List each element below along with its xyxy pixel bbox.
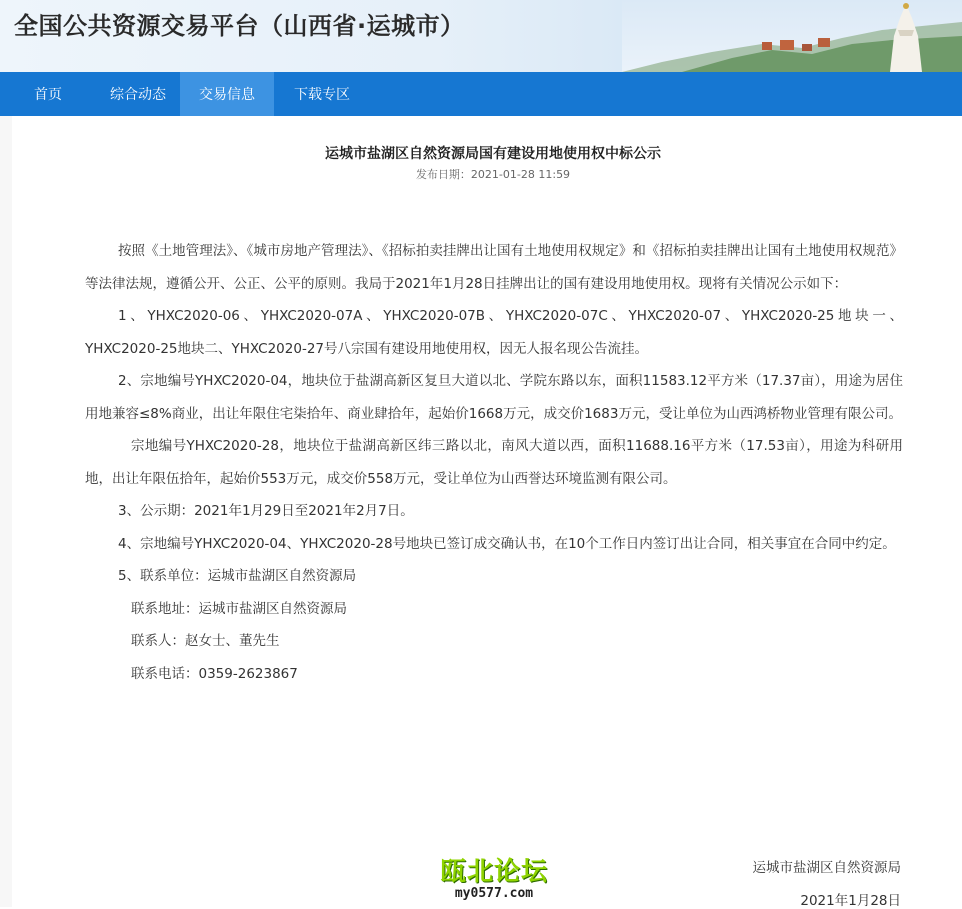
paragraph-item-3: 3、公示期：2021年1月29日至2021年2月7日。 bbox=[118, 503, 414, 519]
watermark-url: my0577.com bbox=[454, 886, 534, 901]
article-date: 发布日期：2021-01-28 11:59 bbox=[415, 168, 571, 181]
paragraph-intro: 按照《土地管理法》、《城市房地产管理法》、《招标拍卖挂牌出让国有土地使用权规定》和《招标拍卖挂牌出让国有土地使用权规范》等法律法规，遵循公开、公正、公平的原则。我局于2021年1月28日挂牌出让的国有建设用地使用权。现将有关情况公示如下： bbox=[85, 243, 903, 292]
nav-item-trade-info[interactable]: 交易信息 bbox=[180, 72, 274, 116]
forum-watermark bbox=[438, 859, 550, 900]
contact-phone: 联系电话：0359-2623867 bbox=[131, 665, 298, 682]
signature-org: 运城市盐湖区自然资源局 bbox=[752, 860, 901, 876]
paragraph-item-5: 5、联系单位：运城市盐湖区自然资源局 bbox=[118, 568, 357, 584]
contact-address: 联系地址：运城市盐湖区自然资源局 bbox=[131, 600, 347, 617]
signature-date: 2021年1月28日 bbox=[800, 893, 901, 909]
paragraph-item-2b: 宗地编号YHXC2020-28，地块位于盐湖高新区纬三路以北，南风大道以西，面积11688.16平方米（17.53亩），用途为科研用地，出让年限伍拾年，起始价553万元，成交价558万元，受让单位为山西誉达环境监测有限公司。 bbox=[85, 438, 903, 487]
scenery-illustration bbox=[622, 0, 962, 72]
nav-item-news[interactable]: 综合动态 bbox=[110, 87, 166, 103]
contact-person: 联系人：赵女士、董先生 bbox=[131, 633, 280, 649]
site-title: 全国公共资源交易平台（山西省·运城市） bbox=[14, 12, 465, 40]
site-banner bbox=[0, 0, 962, 72]
paragraph-item-2: 2、宗地编号YHXC2020-04，地块位于盐湖高新区复旦大道以北、学院东路以东，面积11583.12平方米（17.37亩），用途为居住用地兼容≤8%商业，出让年限住宅柒拾年、商业肆拾年，起始价1668万元，成交价1683万元，受让单位为山西鸿桥物业管理有限公司。 bbox=[85, 373, 903, 422]
article-title: 运城市盐湖区自然资源局国有建设用地使用权中标公示 bbox=[325, 146, 661, 162]
nav-item-home[interactable]: 首页 bbox=[34, 87, 62, 103]
main-nav bbox=[0, 72, 962, 116]
paragraph-item-1: 1、YHXC2020-06、YHXC2020-07A、YHXC2020-07B、YHXC2020-07C、YHXC2020-07、YHXC2020-25地块一、YHXC2020-25地块二、YHXC2020-27号八宗国有建设用地使用权，因无人报名现公告流挂。 bbox=[85, 308, 903, 357]
watermark-name: 瓯北论坛 bbox=[439, 857, 548, 887]
article-body bbox=[85, 235, 903, 690]
paragraph-item-4: 4、宗地编号YHXC2020-04、YHXC2020-28号地块已签订成交确认书，在10个工作日内签订出让合同，相关事宜在合同中约定。 bbox=[118, 535, 896, 552]
nav-item-downloads[interactable]: 下载专区 bbox=[294, 87, 350, 103]
